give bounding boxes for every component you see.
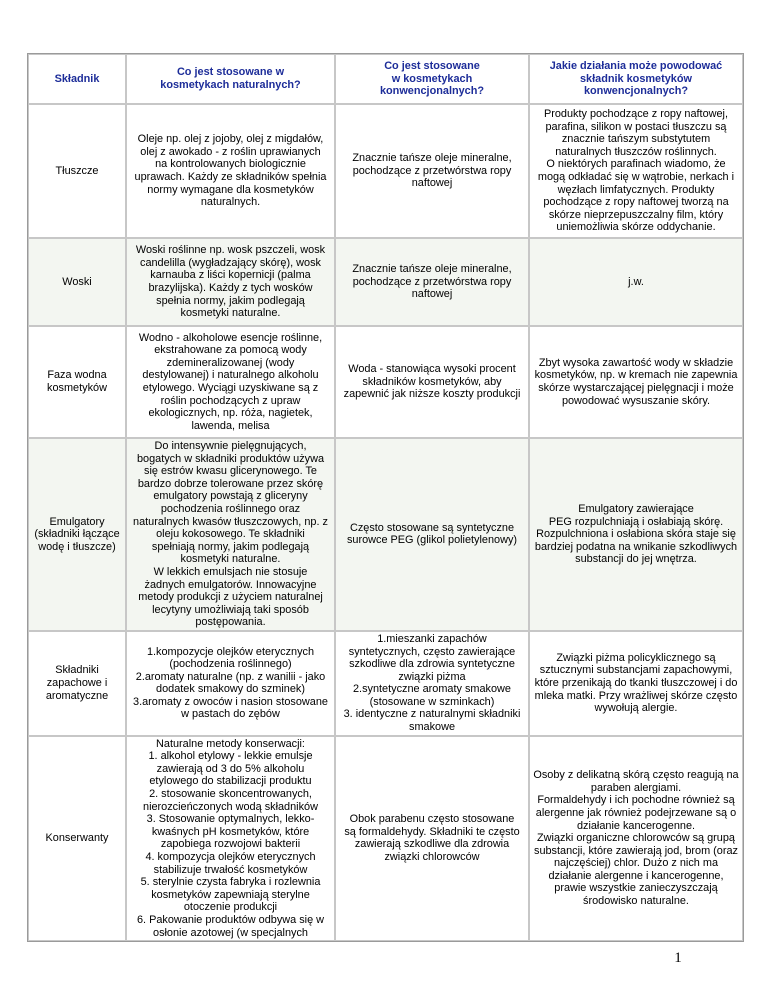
effects-cell: Emulgatory zawierające PEG rozpulchniają i osłabiają skórę. Rozpulchniona i osłabiona skóra staje się bardziej podatna na wnikanie szkodliwych substancji do jej wnętrza. [529, 438, 743, 631]
conventional-cell: Często stosowane są syntetyczne surowce PEG (glikol polietylenowy) [335, 438, 529, 631]
conventional-cell: Obok parabenu często stosowane są formaldehydy. Składniki te często zawierają szkodliwe dla zdrowia związki chlorowców [335, 736, 529, 942]
effects-cell: Zbyt wysoka zawartość wody w składzie kosmetyków, np. w kremach nie zapewnia skórze wystarczającej pielęgnacji i może powodować wysuszanie skóry. [529, 326, 743, 438]
natural-cell: Woski roślinne np. wosk pszczeli, wosk candelilla (wygładzający skórę), wosk karnauba z liści kopernicji (palma brazylijska). Każdy z tych wosków spełnia normy, jakim podlegają kosmetyki naturalne. [126, 238, 335, 326]
ingredient-name: Emulgatory (składniki łączące wodę i tłuszcze) [28, 438, 126, 631]
ingredient-name: Tłuszcze [28, 104, 126, 238]
effects-cell: j.w. [529, 238, 743, 326]
table-row [28, 104, 743, 238]
ingredients-comparison-table [27, 53, 744, 942]
conventional-cell: 1.mieszanki zapachów syntetycznych, często zawierające szkodliwe dla zdrowia syntetyczne związki piżma 2.syntetyczne aromaty smakowe (stosowane w szminkach) 3. identyczne z naturalnymi składniki smakowe [335, 631, 529, 736]
table-row [28, 238, 743, 326]
conventional-cell: Znacznie tańsze oleje mineralne, pochodzące z przetwórstwa ropy naftowej [335, 104, 529, 238]
header-ingredient: Składnik [28, 54, 126, 104]
effects-cell: Związki piżma policyklicznego są sztucznymi substancjami zapachowymi, które przenikają do tkanki tłuszczowej i do mleka matki. Przy wrażliwej skórze często wywołują alergie. [529, 631, 743, 736]
conventional-cell: Woda - stanowiąca wysoki procent składników kosmetyków, aby zapewnić jak niższe koszty produkcji [335, 326, 529, 438]
table-row [28, 631, 743, 736]
table-row [28, 326, 743, 438]
natural-cell: Naturalne metody konserwacji: 1. alkohol etylowy - lekkie emulsje zawierają od 3 do 5% alkoholu etylowego do stabilizacji produktu 2. stosowanie skoncentrowanych, nierozcieńczonych wodą składników 3. Stosowanie optymalnych, lekko- kwaśnych pH kosmetyków, które zapobiega rozwojowi bakterii 4. kompozycja olejków eterycznych stabilizuje trwałość kosmetyków 5. sterylnie czysta fabryka i rozlewnia kosmetyków zapewniają sterylne otoczenie produkcji 6. Pakowanie produktów odbywa się w osłonie azotowej (w specjalnych [126, 736, 335, 942]
page-number: 1 [674, 950, 682, 966]
effects-cell: Osoby z delikatną skórą często reagują na paraben alergiami. Formaldehydy i ich pochodne również są alergenne jak również podejrzewane są o działanie kancerogenne. Związki organiczne chlorowców są grupą substancji, które zawierają jod, brom (oraz najczęściej) chlor. Dużo z nich ma działanie alergenne i kancerogenne, prawie wszystkie zanieczyszczają środowisko naturalne. [529, 736, 743, 942]
header-effects: Jakie działania może powodować składnik kosmetyków konwencjonalnych? [529, 54, 743, 104]
header-row [28, 54, 743, 104]
ingredient-name: Faza wodna kosmetyków [28, 326, 126, 438]
table-row [28, 438, 743, 631]
conventional-cell: Znacznie tańsze oleje mineralne, pochodzące z przetwórstwa ropy naftowej [335, 238, 529, 326]
table-row [28, 736, 743, 942]
ingredient-name: Składniki zapachowe i aromatyczne [28, 631, 126, 736]
natural-cell: Oleje np. olej z jojoby, olej z migdałów, olej z awokado - z roślin uprawianych na kontrolowanych biologicznie uprawach. Każdy ze składników spełnia normy wymagane dla kosmetyków naturalnych. [126, 104, 335, 238]
header-conventional-cosmetics: Co jest stosowane w kosmetykach konwencjonalnych? [335, 54, 529, 104]
natural-cell: Wodno - alkoholowe esencje roślinne, ekstrahowane za pomocą wody zdemineralizowanej (wody destylowanej) i naturalnego alkoholu etylowego. Wyciągi uzyskiwane są z roślin pochodzących z upraw ekologicznych, np. róża, nagietek, lawenda, melisa [126, 326, 335, 438]
ingredient-name: Konserwanty [28, 736, 126, 942]
natural-cell: 1.kompozycje olejków eterycznych (pochodzenia roślinnego) 2.aromaty naturalne (np. z wanilii - jako dodatek smakowy do szminek) 3.aromaty z owoców i nasion stosowane w pastach do zębów [126, 631, 335, 736]
ingredient-name: Woski [28, 238, 126, 326]
natural-cell: Do intensywnie pielęgnujących, bogatych w składniki produktów używa się estrów kwasu glicerynowego. Te bardzo dobrze tolerowane przez skórę emulgatory powstają z gliceryny pochodzenia roślinnego oraz naturalnych kwasów tłuszczowych, np. z oleju kokosowego. Te składniki spełniają normy, jakim podlegają kosmetyki naturalne. W lekkich emulsjach nie stosuje żadnych emulgatorów. Innowacyjne metody produkcji z użyciem naturalnej lecytyny umożliwiają taki sposób postępowania. [126, 438, 335, 631]
effects-cell: Produkty pochodzące z ropy naftowej, parafina, silikon w postaci tłuszczu są znacznie tańszym substytutem naturalnych tłuszczów roślinnych. O niektórych parafinach wiadomo, że mogą odkładać się w wątrobie, nerkach i węzłach limfatycznych. Produkty pochodzące z ropy naftowej tworzą na skórze nieprzepuszczalny film, który uniemożliwia skórze oddychanie. [529, 104, 743, 238]
header-natural-cosmetics: Co jest stosowane w kosmetykach naturalnych? [126, 54, 335, 104]
